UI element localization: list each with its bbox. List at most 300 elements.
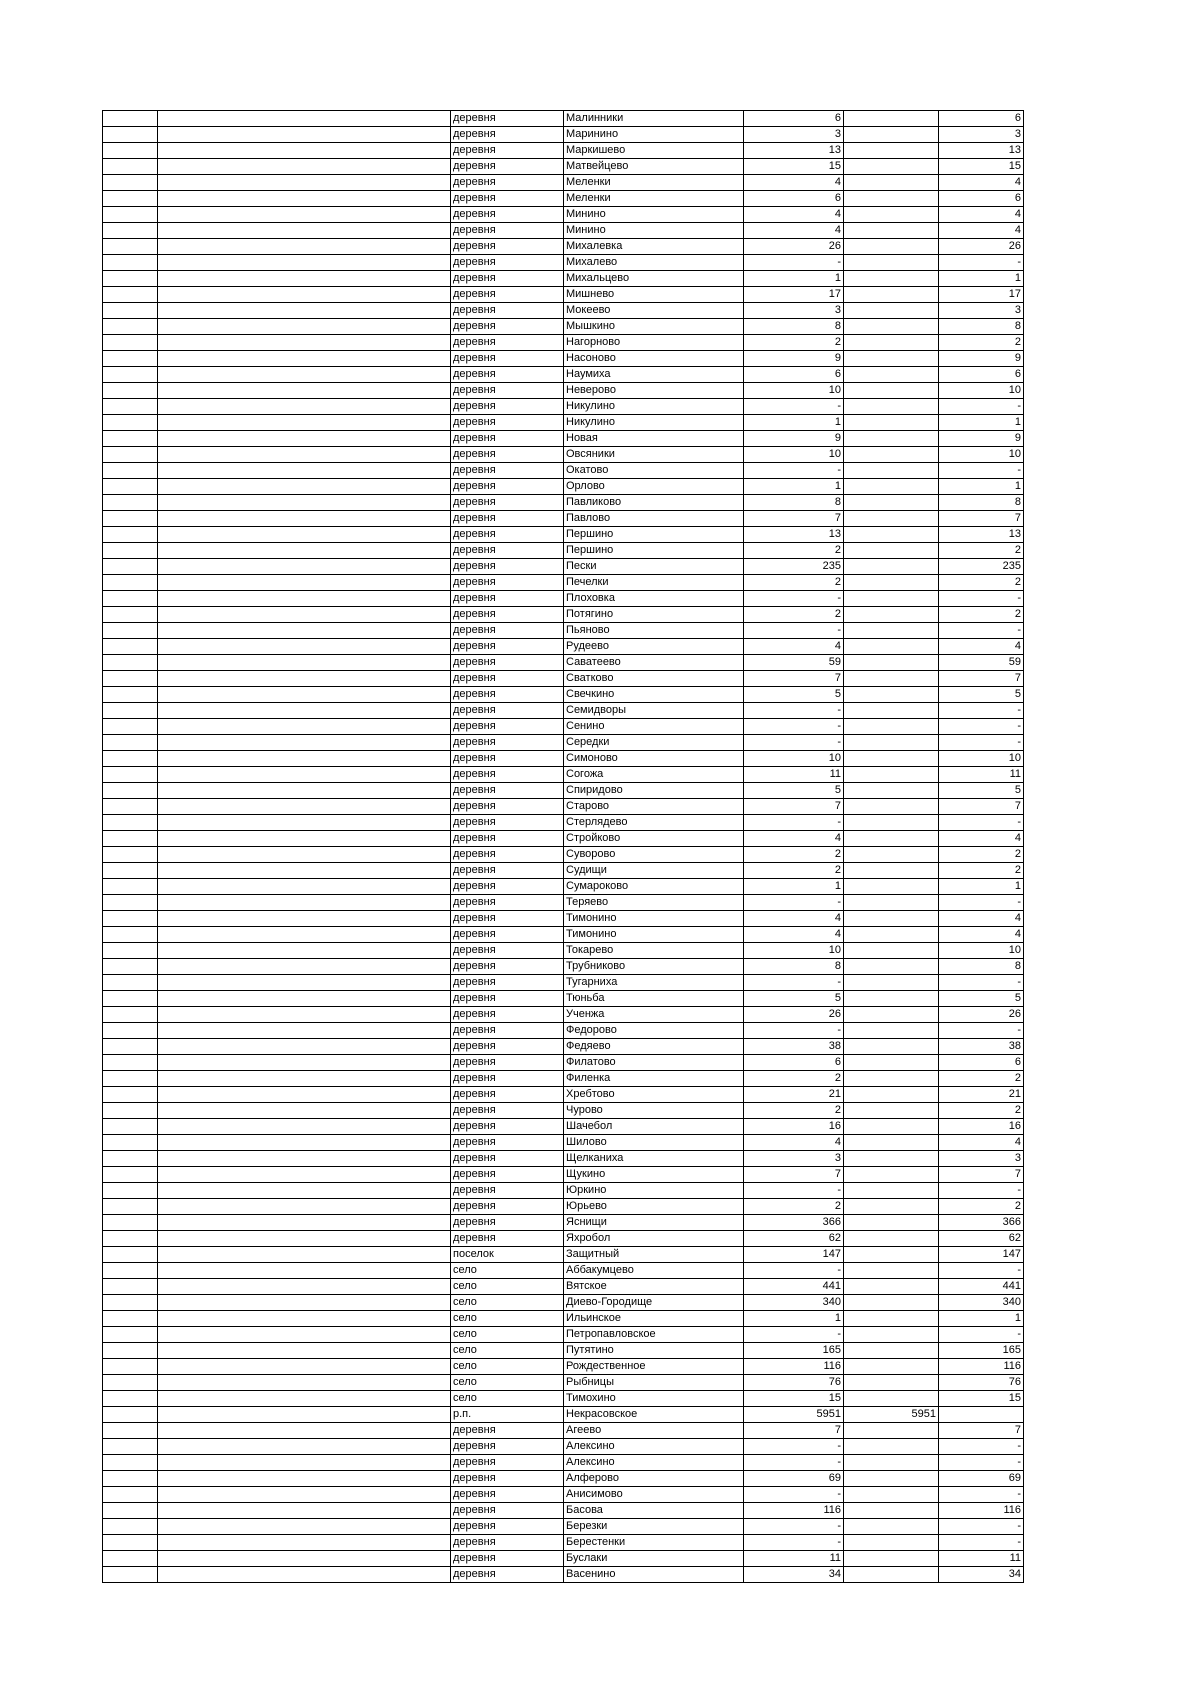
row-index-cell	[103, 815, 158, 831]
population-rural-cell: 1	[939, 879, 1024, 895]
population-rural-cell: 2	[939, 863, 1024, 879]
population-urban-cell	[844, 1359, 939, 1375]
table-row	[103, 207, 1024, 223]
settlement-name-cell: Тимонино	[564, 927, 744, 943]
population-rural-cell: -	[939, 735, 1024, 751]
population-urban-cell	[844, 895, 939, 911]
population-urban-cell	[844, 1503, 939, 1519]
population-urban-cell	[844, 431, 939, 447]
district-cell	[158, 335, 451, 351]
settlement-name-cell: Щукино	[564, 1167, 744, 1183]
settlement-type-cell: деревня	[451, 767, 564, 783]
row-index-cell	[103, 111, 158, 127]
population-rural-cell: 2	[939, 1103, 1024, 1119]
population-rural-cell: 16	[939, 1119, 1024, 1135]
settlement-type-cell: деревня	[451, 1503, 564, 1519]
population-urban-cell	[844, 287, 939, 303]
settlement-type-cell: деревня	[451, 511, 564, 527]
settlement-type-cell: деревня	[451, 351, 564, 367]
district-cell	[158, 575, 451, 591]
row-index-cell	[103, 879, 158, 895]
population-urban-cell	[844, 271, 939, 287]
table-row	[103, 143, 1024, 159]
settlement-type-cell: деревня	[451, 623, 564, 639]
population-total-cell: 5	[744, 687, 844, 703]
table-row	[103, 511, 1024, 527]
population-total-cell: 7	[744, 1167, 844, 1183]
settlement-type-cell: деревня	[451, 1423, 564, 1439]
row-index-cell	[103, 703, 158, 719]
settlement-name-cell: Матвейцево	[564, 159, 744, 175]
settlement-type-cell: деревня	[451, 1535, 564, 1551]
settlement-name-cell: Стройково	[564, 831, 744, 847]
population-urban-cell	[844, 751, 939, 767]
settlement-type-cell: деревня	[451, 1567, 564, 1583]
population-urban-cell	[844, 1343, 939, 1359]
population-urban-cell	[844, 1183, 939, 1199]
population-rural-cell: 2	[939, 607, 1024, 623]
population-rural-cell: 1	[939, 415, 1024, 431]
population-rural-cell: 69	[939, 1471, 1024, 1487]
population-total-cell: 3	[744, 127, 844, 143]
population-total-cell: 6	[744, 111, 844, 127]
population-urban-cell	[844, 927, 939, 943]
table-row	[103, 1247, 1024, 1263]
row-index-cell	[103, 1087, 158, 1103]
settlement-name-cell: Аббакумцево	[564, 1263, 744, 1279]
population-rural-cell: 4	[939, 927, 1024, 943]
district-cell	[158, 751, 451, 767]
population-total-cell: 1	[744, 479, 844, 495]
settlement-type-cell: деревня	[451, 1199, 564, 1215]
table-row	[103, 303, 1024, 319]
population-total-cell: 2	[744, 1103, 844, 1119]
population-rural-cell: 3	[939, 127, 1024, 143]
settlements-table	[102, 110, 1024, 1583]
settlement-type-cell: деревня	[451, 335, 564, 351]
settlement-name-cell: Рождественное	[564, 1359, 744, 1375]
population-urban-cell	[844, 607, 939, 623]
population-total-cell: 2	[744, 1199, 844, 1215]
population-rural-cell: 7	[939, 1167, 1024, 1183]
district-cell	[158, 1103, 451, 1119]
table-row	[103, 1327, 1024, 1343]
row-index-cell	[103, 943, 158, 959]
population-rural-cell: -	[939, 895, 1024, 911]
population-urban-cell	[844, 1471, 939, 1487]
population-urban-cell	[844, 911, 939, 927]
settlement-type-cell: деревня	[451, 479, 564, 495]
settlement-type-cell: деревня	[451, 1071, 564, 1087]
population-total-cell: 16	[744, 1119, 844, 1135]
population-urban-cell	[844, 543, 939, 559]
district-cell	[158, 1295, 451, 1311]
population-urban-cell	[844, 255, 939, 271]
table-row	[103, 175, 1024, 191]
population-total-cell: 34	[744, 1567, 844, 1583]
table-row	[103, 559, 1024, 575]
population-rural-cell: 7	[939, 511, 1024, 527]
row-index-cell	[103, 1359, 158, 1375]
settlement-type-cell: деревня	[451, 1455, 564, 1471]
district-cell	[158, 1071, 451, 1087]
population-urban-cell	[844, 943, 939, 959]
population-rural-cell: 4	[939, 831, 1024, 847]
settlement-name-cell: Плоховка	[564, 591, 744, 607]
settlement-type-cell: деревня	[451, 1551, 564, 1567]
table-row	[103, 1151, 1024, 1167]
table-row	[103, 431, 1024, 447]
district-cell	[158, 815, 451, 831]
row-index-cell	[103, 351, 158, 367]
district-cell	[158, 1135, 451, 1151]
settlement-name-cell: Рыбницы	[564, 1375, 744, 1391]
population-rural-cell: 34	[939, 1567, 1024, 1583]
settlement-type-cell: деревня	[451, 1215, 564, 1231]
population-urban-cell	[844, 111, 939, 127]
population-rural-cell: 62	[939, 1231, 1024, 1247]
settlement-type-cell: деревня	[451, 399, 564, 415]
population-rural-cell: -	[939, 399, 1024, 415]
population-urban-cell	[844, 351, 939, 367]
district-cell	[158, 431, 451, 447]
population-total-cell: 2	[744, 335, 844, 351]
row-index-cell	[103, 255, 158, 271]
population-total-cell: 10	[744, 447, 844, 463]
row-index-cell	[103, 575, 158, 591]
district-cell	[158, 463, 451, 479]
population-total-cell: 38	[744, 1039, 844, 1055]
district-cell	[158, 1311, 451, 1327]
population-rural-cell: 26	[939, 1007, 1024, 1023]
population-urban-cell	[844, 1007, 939, 1023]
population-total-cell: 62	[744, 1231, 844, 1247]
district-cell	[158, 223, 451, 239]
settlement-type-cell: деревня	[451, 111, 564, 127]
table-row	[103, 1391, 1024, 1407]
district-cell	[158, 1215, 451, 1231]
row-index-cell	[103, 1439, 158, 1455]
settlement-name-cell: Яхробол	[564, 1231, 744, 1247]
population-urban-cell	[844, 1215, 939, 1231]
population-total-cell: 235	[744, 559, 844, 575]
population-urban-cell	[844, 383, 939, 399]
population-urban-cell	[844, 1087, 939, 1103]
settlement-name-cell: Саватеево	[564, 655, 744, 671]
table-row	[103, 255, 1024, 271]
district-cell	[158, 287, 451, 303]
settlement-type-cell: деревня	[451, 1519, 564, 1535]
table-row	[103, 1375, 1024, 1391]
population-total-cell: 2	[744, 543, 844, 559]
settlement-type-cell: деревня	[451, 895, 564, 911]
population-rural-cell: 7	[939, 1423, 1024, 1439]
settlement-name-cell: Никулино	[564, 399, 744, 415]
population-urban-cell	[844, 191, 939, 207]
settlement-type-cell: деревня	[451, 463, 564, 479]
district-cell	[158, 511, 451, 527]
settlement-type-cell: деревня	[451, 1119, 564, 1135]
population-total-cell: -	[744, 1535, 844, 1551]
population-total-cell: 441	[744, 1279, 844, 1295]
district-cell	[158, 239, 451, 255]
row-index-cell	[103, 1375, 158, 1391]
row-index-cell	[103, 143, 158, 159]
population-rural-cell: 4	[939, 1135, 1024, 1151]
district-cell	[158, 207, 451, 223]
population-urban-cell	[844, 527, 939, 543]
population-rural-cell: 4	[939, 223, 1024, 239]
district-cell	[158, 639, 451, 655]
population-rural-cell: 10	[939, 383, 1024, 399]
row-index-cell	[103, 719, 158, 735]
district-cell	[158, 159, 451, 175]
population-total-cell: 4	[744, 639, 844, 655]
population-rural-cell: 235	[939, 559, 1024, 575]
population-urban-cell	[844, 1039, 939, 1055]
settlement-name-cell: Басова	[564, 1503, 744, 1519]
settlement-type-cell: село	[451, 1359, 564, 1375]
population-rural-cell: 8	[939, 495, 1024, 511]
population-urban-cell	[844, 1119, 939, 1135]
population-urban-cell	[844, 559, 939, 575]
row-index-cell	[103, 831, 158, 847]
settlement-type-cell: деревня	[451, 1439, 564, 1455]
row-index-cell	[103, 1135, 158, 1151]
table-row	[103, 1407, 1024, 1423]
settlement-type-cell: деревня	[451, 703, 564, 719]
settlement-name-cell: Мокеево	[564, 303, 744, 319]
population-rural-cell: 5	[939, 687, 1024, 703]
population-urban-cell	[844, 1231, 939, 1247]
population-rural-cell: 116	[939, 1503, 1024, 1519]
table-row	[103, 719, 1024, 735]
population-urban-cell	[844, 159, 939, 175]
district-cell	[158, 1343, 451, 1359]
population-urban-cell	[844, 1055, 939, 1071]
table-row	[103, 159, 1024, 175]
population-rural-cell: 6	[939, 111, 1024, 127]
settlement-type-cell: деревня	[451, 863, 564, 879]
population-rural-cell: 2	[939, 1199, 1024, 1215]
settlement-name-cell: Буслаки	[564, 1551, 744, 1567]
settlement-type-cell: деревня	[451, 751, 564, 767]
population-rural-cell: 17	[939, 287, 1024, 303]
settlement-name-cell: Тимонино	[564, 911, 744, 927]
population-total-cell: 4	[744, 207, 844, 223]
table-row	[103, 799, 1024, 815]
table-row	[103, 879, 1024, 895]
population-urban-cell	[844, 1487, 939, 1503]
district-cell	[158, 447, 451, 463]
population-total-cell: 59	[744, 655, 844, 671]
row-index-cell	[103, 1007, 158, 1023]
settlement-name-cell: Агеево	[564, 1423, 744, 1439]
population-rural-cell: -	[939, 255, 1024, 271]
settlement-name-cell: Нагорново	[564, 335, 744, 351]
population-rural-cell: 11	[939, 767, 1024, 783]
district-cell	[158, 1263, 451, 1279]
population-rural-cell: 5	[939, 783, 1024, 799]
population-total-cell: 5951	[744, 1407, 844, 1423]
row-index-cell	[103, 271, 158, 287]
population-urban-cell	[844, 1455, 939, 1471]
settlement-type-cell: село	[451, 1263, 564, 1279]
district-cell	[158, 1439, 451, 1455]
table-row	[103, 383, 1024, 399]
population-total-cell: 7	[744, 1423, 844, 1439]
row-index-cell	[103, 975, 158, 991]
district-cell	[158, 1551, 451, 1567]
settlement-type-cell: деревня	[451, 207, 564, 223]
row-index-cell	[103, 495, 158, 511]
district-cell	[158, 127, 451, 143]
settlement-name-cell: Сенино	[564, 719, 744, 735]
population-total-cell: 3	[744, 303, 844, 319]
district-cell	[158, 399, 451, 415]
settlement-name-cell: Печелки	[564, 575, 744, 591]
row-index-cell	[103, 191, 158, 207]
population-rural-cell: -	[939, 1183, 1024, 1199]
population-rural-cell: 7	[939, 799, 1024, 815]
population-total-cell: 116	[744, 1359, 844, 1375]
population-total-cell: 7	[744, 799, 844, 815]
population-rural-cell: 10	[939, 447, 1024, 463]
population-total-cell: -	[744, 719, 844, 735]
settlement-name-cell: Старово	[564, 799, 744, 815]
settlement-name-cell: Петропавловское	[564, 1327, 744, 1343]
table-row	[103, 703, 1024, 719]
settlement-name-cell: Диево-Городище	[564, 1295, 744, 1311]
settlement-name-cell: Шилово	[564, 1135, 744, 1151]
table-row	[103, 783, 1024, 799]
population-urban-cell	[844, 639, 939, 655]
population-rural-cell: -	[939, 1519, 1024, 1535]
district-cell	[158, 1023, 451, 1039]
settlement-type-cell: деревня	[451, 1167, 564, 1183]
district-cell	[158, 911, 451, 927]
settlement-name-cell: Пьяново	[564, 623, 744, 639]
population-urban-cell	[844, 799, 939, 815]
row-index-cell	[103, 559, 158, 575]
population-total-cell: 5	[744, 783, 844, 799]
table-row	[103, 1183, 1024, 1199]
settlement-name-cell: Яснищи	[564, 1215, 744, 1231]
settlement-type-cell: деревня	[451, 255, 564, 271]
population-urban-cell	[844, 623, 939, 639]
population-total-cell: 8	[744, 959, 844, 975]
table-row	[103, 1055, 1024, 1071]
settlement-type-cell: деревня	[451, 367, 564, 383]
settlement-type-cell: деревня	[451, 1055, 564, 1071]
settlement-name-cell: Меленки	[564, 191, 744, 207]
table-row	[103, 1423, 1024, 1439]
table-row	[103, 1007, 1024, 1023]
population-urban-cell	[844, 143, 939, 159]
settlement-name-cell: Семидворы	[564, 703, 744, 719]
table-row	[103, 815, 1024, 831]
row-index-cell	[103, 1311, 158, 1327]
population-total-cell: 69	[744, 1471, 844, 1487]
district-cell	[158, 383, 451, 399]
population-urban-cell	[844, 1439, 939, 1455]
population-urban-cell	[844, 575, 939, 591]
table-row	[103, 463, 1024, 479]
row-index-cell	[103, 1327, 158, 1343]
population-urban-cell	[844, 1295, 939, 1311]
table-row	[103, 1295, 1024, 1311]
settlement-name-cell: Сватково	[564, 671, 744, 687]
district-cell	[158, 623, 451, 639]
population-urban-cell	[844, 687, 939, 703]
population-total-cell: 6	[744, 191, 844, 207]
row-index-cell	[103, 223, 158, 239]
population-urban-cell	[844, 831, 939, 847]
district-cell	[158, 1055, 451, 1071]
settlement-name-cell: Юркино	[564, 1183, 744, 1199]
population-total-cell: -	[744, 623, 844, 639]
district-cell	[158, 351, 451, 367]
population-rural-cell: -	[939, 719, 1024, 735]
district-cell	[158, 783, 451, 799]
district-cell	[158, 895, 451, 911]
row-index-cell	[103, 1039, 158, 1055]
settlement-name-cell: Согожа	[564, 767, 744, 783]
row-index-cell	[103, 335, 158, 351]
population-rural-cell: 6	[939, 1055, 1024, 1071]
population-total-cell: 10	[744, 751, 844, 767]
settlement-type-cell: деревня	[451, 719, 564, 735]
population-total-cell: 6	[744, 1055, 844, 1071]
population-rural-cell: -	[939, 815, 1024, 831]
settlement-name-cell: Орлово	[564, 479, 744, 495]
district-cell	[158, 671, 451, 687]
population-total-cell: 2	[744, 575, 844, 591]
population-urban-cell	[844, 959, 939, 975]
table-row	[103, 1071, 1024, 1087]
population-rural-cell: 38	[939, 1039, 1024, 1055]
row-index-cell	[103, 383, 158, 399]
population-urban-cell	[844, 1551, 939, 1567]
district-cell	[158, 1119, 451, 1135]
settlement-name-cell: Стерлядево	[564, 815, 744, 831]
row-index-cell	[103, 1247, 158, 1263]
district-cell	[158, 1183, 451, 1199]
population-urban-cell	[844, 847, 939, 863]
district-cell	[158, 607, 451, 623]
row-index-cell	[103, 991, 158, 1007]
district-cell	[158, 1471, 451, 1487]
settlement-type-cell: деревня	[451, 383, 564, 399]
row-index-cell	[103, 1023, 158, 1039]
row-index-cell	[103, 1055, 158, 1071]
settlement-type-cell: деревня	[451, 303, 564, 319]
population-rural-cell: 6	[939, 191, 1024, 207]
table-row	[103, 527, 1024, 543]
row-index-cell	[103, 1295, 158, 1311]
population-urban-cell	[844, 495, 939, 511]
district-cell	[158, 495, 451, 511]
settlement-type-cell: деревня	[451, 543, 564, 559]
row-index-cell	[103, 1455, 158, 1471]
settlement-type-cell: деревня	[451, 1471, 564, 1487]
settlement-name-cell: Ученжа	[564, 1007, 744, 1023]
population-rural-cell: -	[939, 703, 1024, 719]
population-total-cell: 6	[744, 367, 844, 383]
district-cell	[158, 1487, 451, 1503]
row-index-cell	[103, 159, 158, 175]
settlement-name-cell: Суворово	[564, 847, 744, 863]
